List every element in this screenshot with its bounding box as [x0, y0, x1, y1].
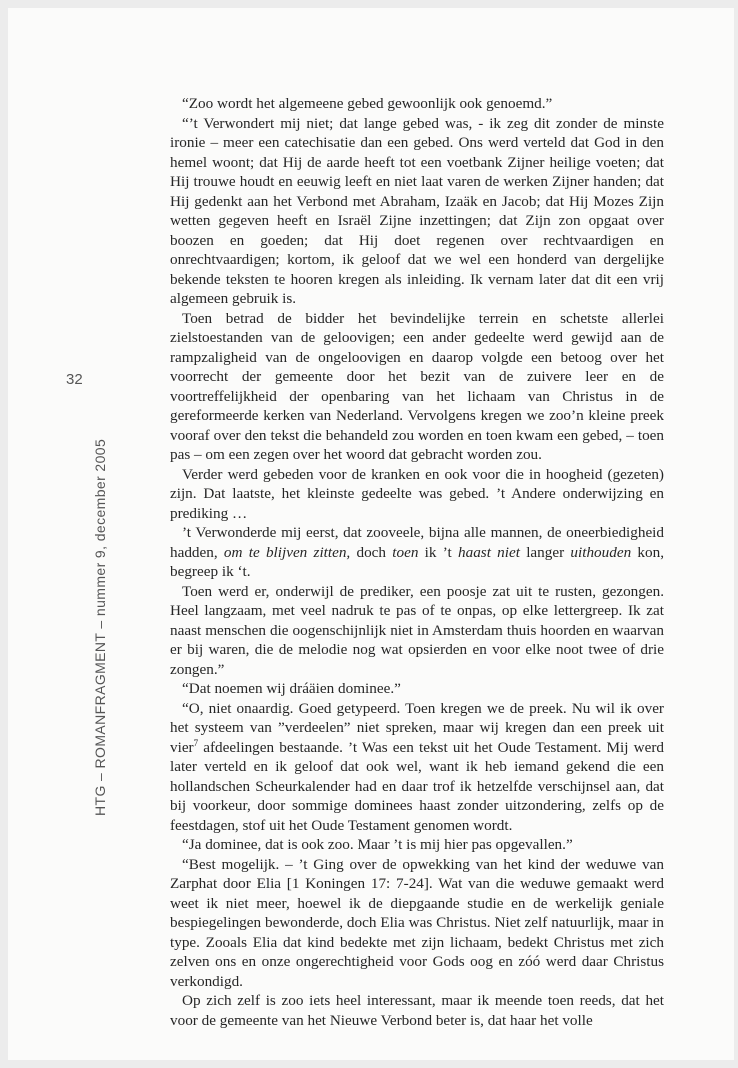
italic-run: haast niet: [458, 543, 520, 561]
paragraph: Toen werd er, onderwijl de prediker, een poosje zat uit te rusten, gezongen. Heel langzaam, met veel nadruk te pas of te onpas, op elke lettergreep. Ik zat naast menschen die oogenschijnlijk niet in Amsterdam thuis hoorden en waarvan er bij waren, die de melodie nog wat opsierden en voor elke noot twee of drie zongen.”: [170, 582, 664, 678]
paragraph: “Ja dominee, dat is ook zoo. Maar ’t is mij hier pas opgevallen.”: [182, 836, 573, 853]
text-run: afdeelingen bestaande. ’t Was een tekst uit het Oude Testament. Mij werd later verteld en ik geloof dat ook wel, want ik heb iemand gekend die een hollandschen Scheurkalender had en daar trof ik hetzelfde verschijnsel aan, dat bij voorkeur, door sommige dominees haast zonder uitzondering, zelfs op de feestdagen, stof uit het Oude Testament genomen wordt.: [170, 738, 664, 834]
paragraph: [170, 699, 664, 836]
paragraph: “Zoo wordt het algemeene gebed gewoonlijk ook genoemd.”: [182, 95, 553, 112]
italic-run: om te blijven zitten,: [223, 543, 351, 561]
paragraph: “’t Verwondert mij niet; dat lange gebed was, - ik zeg dit zonder de minste ironie – meer een catechisatie dan een gebed. Ons werd verteld dat God in den hemel woont; dat Hij de aarde heeft tot een voetbank Zijner heilige voeten; dat Hij trouwe houdt en eeuwig leeft en niet laat varen de werken Zijner handen; dat Hij gedenkt aan het Verbond met Abraham, Izaäk en Jacob; dat Hij Mozes Zijn wetten gegeven heeft en Israël Zijne inzettingen; dat Zijn zon opgaat over boozen en goeden; dat Hij doet regenen over rechtvaardigen en onrechtvaardigen; kortom, ik geloof dat we wel een honderd van dergelijke bekende teksten te hooren kregen als inleiding. Ik vernam later dat dit een vrij algemeen gebruik is.: [170, 114, 664, 307]
italic-run: uithouden: [570, 543, 632, 561]
text-run: kon, begreep ik ‘t.: [170, 543, 665, 580]
text-run: ik ’t: [418, 543, 458, 561]
footnote-marker[interactable]: 7: [193, 737, 199, 748]
paragraph: Toen betrad de bidder het bevindelijke terrein en schetste allerlei zielstoestanden van de geloovigen; een ander gedeelte werd gewijd aan de rampzaligheid van de ongeloovigen en daarop volgde een betoog over het voorrecht der gemeente door het bezit van de zuivere leer en de voortreffelijkheid der openbaring van het lichaam van Christus in de gereformeerde kerken van Nederland. Vervolgens kregen we zoo’n kleine preek vooraf over den tekst die behandeld zou worden en toen kwam een gebed, – toen pas – om een zegen over het woord dat gebracht worden zou.: [170, 309, 664, 463]
book-page: [8, 8, 734, 1060]
text-run: langer: [519, 543, 571, 561]
paragraph: “Dat noemen wij dráäien dominee.”: [182, 680, 401, 697]
text-run: ’t Verwonderde mij eerst, dat zooveele, bijna alle mannen, de oneerbiedigheid hadden,: [170, 524, 664, 561]
italic-run: toen: [392, 543, 419, 561]
text-run: “O, niet onaardig. Goed getypeerd. Toen kregen we de preek. Nu wil ik over het systeem van ”verdeelen” niet spreken, maar wij kregen dan een preek uit vier: [170, 699, 664, 756]
running-head: HTG – ROMANFRAGMENT – nummer 9, december 2005: [92, 438, 108, 816]
paragraph: [170, 523, 664, 582]
paragraph: Verder werd gebeden voor de kranken en ook voor die in hoogheid (gezeten) zijn. Dat laatste, het kleinste gedeelte was gebed. ’t Andere onderwijzing en prediking …: [170, 465, 664, 522]
page-number: 32: [66, 371, 83, 388]
body-text: [170, 94, 664, 1030]
paragraph: Op zich zelf is zoo iets heel interessant, maar ik meende toen reeds, dat het voor de gemeente van het Nieuwe Verbond beter is, dat haar het volle: [170, 992, 664, 1029]
text-run: doch: [350, 543, 393, 561]
paragraph: “Best mogelijk. – ’t Ging over de opwekking van het kind der weduwe van Zarphat door Elia [1 Koningen 17: 7-24]. Wat van die weduwe gemaakt werd weet ik niet meer, hoewel ik de diepgaande studie en de werkelijk geniale bespiegelingen bewonderde, doch Elia was Christus. Niet zelf natuurlijk, maar in type. Zooals Elia dat kind bedekte met zijn lichaam, bedekt Christus met zich zelven ons en onze ongerechtigheid voor Gods oog en zóó werd daar Christus verkondigd.: [170, 855, 664, 990]
